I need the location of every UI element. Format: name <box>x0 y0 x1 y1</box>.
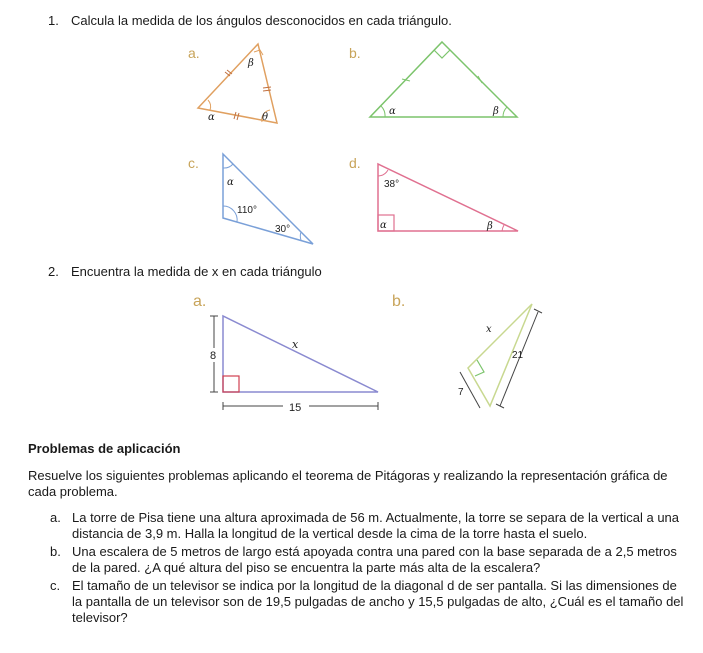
triangle-1c-label-alpha: α <box>227 177 234 188</box>
triangle-1c-tag: c. <box>188 155 199 171</box>
triangle-2b-label-21: 21 <box>512 350 524 361</box>
problem-item-a-marker: a. <box>50 510 61 525</box>
exercise-1-title: Calcula la medida de los ángulos desconocidos en cada triángulo. <box>71 13 452 28</box>
triangle-1b-label-beta: β <box>493 106 499 117</box>
triangle-2b <box>448 298 548 413</box>
triangle-2b-label-x: x <box>486 324 492 335</box>
problem-item-c <box>50 578 685 626</box>
triangle-2a <box>198 308 388 418</box>
triangle-1a-label-theta: θ <box>262 112 269 123</box>
triangle-1b-label-alpha: α <box>389 106 396 117</box>
triangle-1a <box>190 38 290 133</box>
problem-item-b-text: Una escalera de 5 metros de largo está apoyada contra una pared con la base separada de a 2,5 metros de la pared. ¿A qué altura del piso se encuentra la parte más alta de la escalera? <box>72 544 677 575</box>
triangle-1c-label-110: 110° <box>237 205 257 216</box>
triangle-2a-right-angle <box>223 376 239 392</box>
triangle-1c-label-30: 30° <box>275 224 291 235</box>
triangle-2a-label-x: x <box>292 338 299 351</box>
triangle-1d-label-alpha: α <box>380 220 387 231</box>
triangle-1d-label-beta: β <box>487 221 493 232</box>
triangle-1c <box>215 150 325 250</box>
problems-heading: Problemas de aplicación <box>28 441 181 456</box>
triangle-1d-label-38: 38° <box>384 179 400 190</box>
problem-item-a <box>50 510 685 542</box>
problems-intro: Resuelve los siguientes problemas aplicando el teorema de Pitágoras y realizando la representación gráfica de cada problema. <box>28 468 668 499</box>
triangle-1a-angle-mark <box>254 50 263 55</box>
triangle-1a-label-beta: β <box>248 58 254 69</box>
triangle-1a-tag: a. <box>188 45 200 61</box>
triangle-1b <box>365 38 525 123</box>
triangle-1d-shape <box>378 164 518 231</box>
triangle-1a-label-alpha: α <box>208 112 215 123</box>
problem-item-b-marker: b. <box>50 544 61 559</box>
triangle-1d-tag: d. <box>349 155 361 171</box>
triangle-2a-tag: a. <box>193 293 207 310</box>
triangle-2b-label-7: 7 <box>458 387 464 398</box>
problem-item-a-text: La torre de Pisa tiene una altura aproximada de 56 m. Actualmente, la torre se separa de la vertical a una distancia de 3,9 m. Halla la longitud de la vertical desde la cima de la torre hasta el suelo. <box>72 510 680 541</box>
triangle-2a-label-15: 15 <box>289 402 302 414</box>
triangle-1a-alpha-arc <box>208 100 211 110</box>
triangle-2a-label-8: 8 <box>210 350 217 362</box>
problem-item-c-text: El tamaño de un televisor se indica por la longitud de la diagonal d de ser pantalla. Si las dimensiones de la pantalla de un televisor son de 19,5 pulgadas de ancho y 15,5 pulgadas de alto, ¿Cuál es el tamaño del televisor? <box>72 578 684 625</box>
problems-list <box>50 510 685 628</box>
exercise-2-number: 2. <box>48 264 59 279</box>
problem-item-c-marker: c. <box>50 578 61 593</box>
exercise-1-number: 1. <box>48 13 59 28</box>
triangle-2a-shape <box>223 316 378 392</box>
exercise-2-title: Encuentra la medida de x en cada triángulo <box>71 264 322 279</box>
triangle-1b-right-angle <box>434 50 450 58</box>
triangle-1b-tag: b. <box>349 45 361 61</box>
triangle-1c-shape <box>223 154 313 244</box>
triangle-2b-tag: b. <box>392 293 406 310</box>
triangle-1d <box>370 158 525 238</box>
triangle-2b-right-angle <box>475 360 484 376</box>
problem-item-b <box>50 544 685 576</box>
